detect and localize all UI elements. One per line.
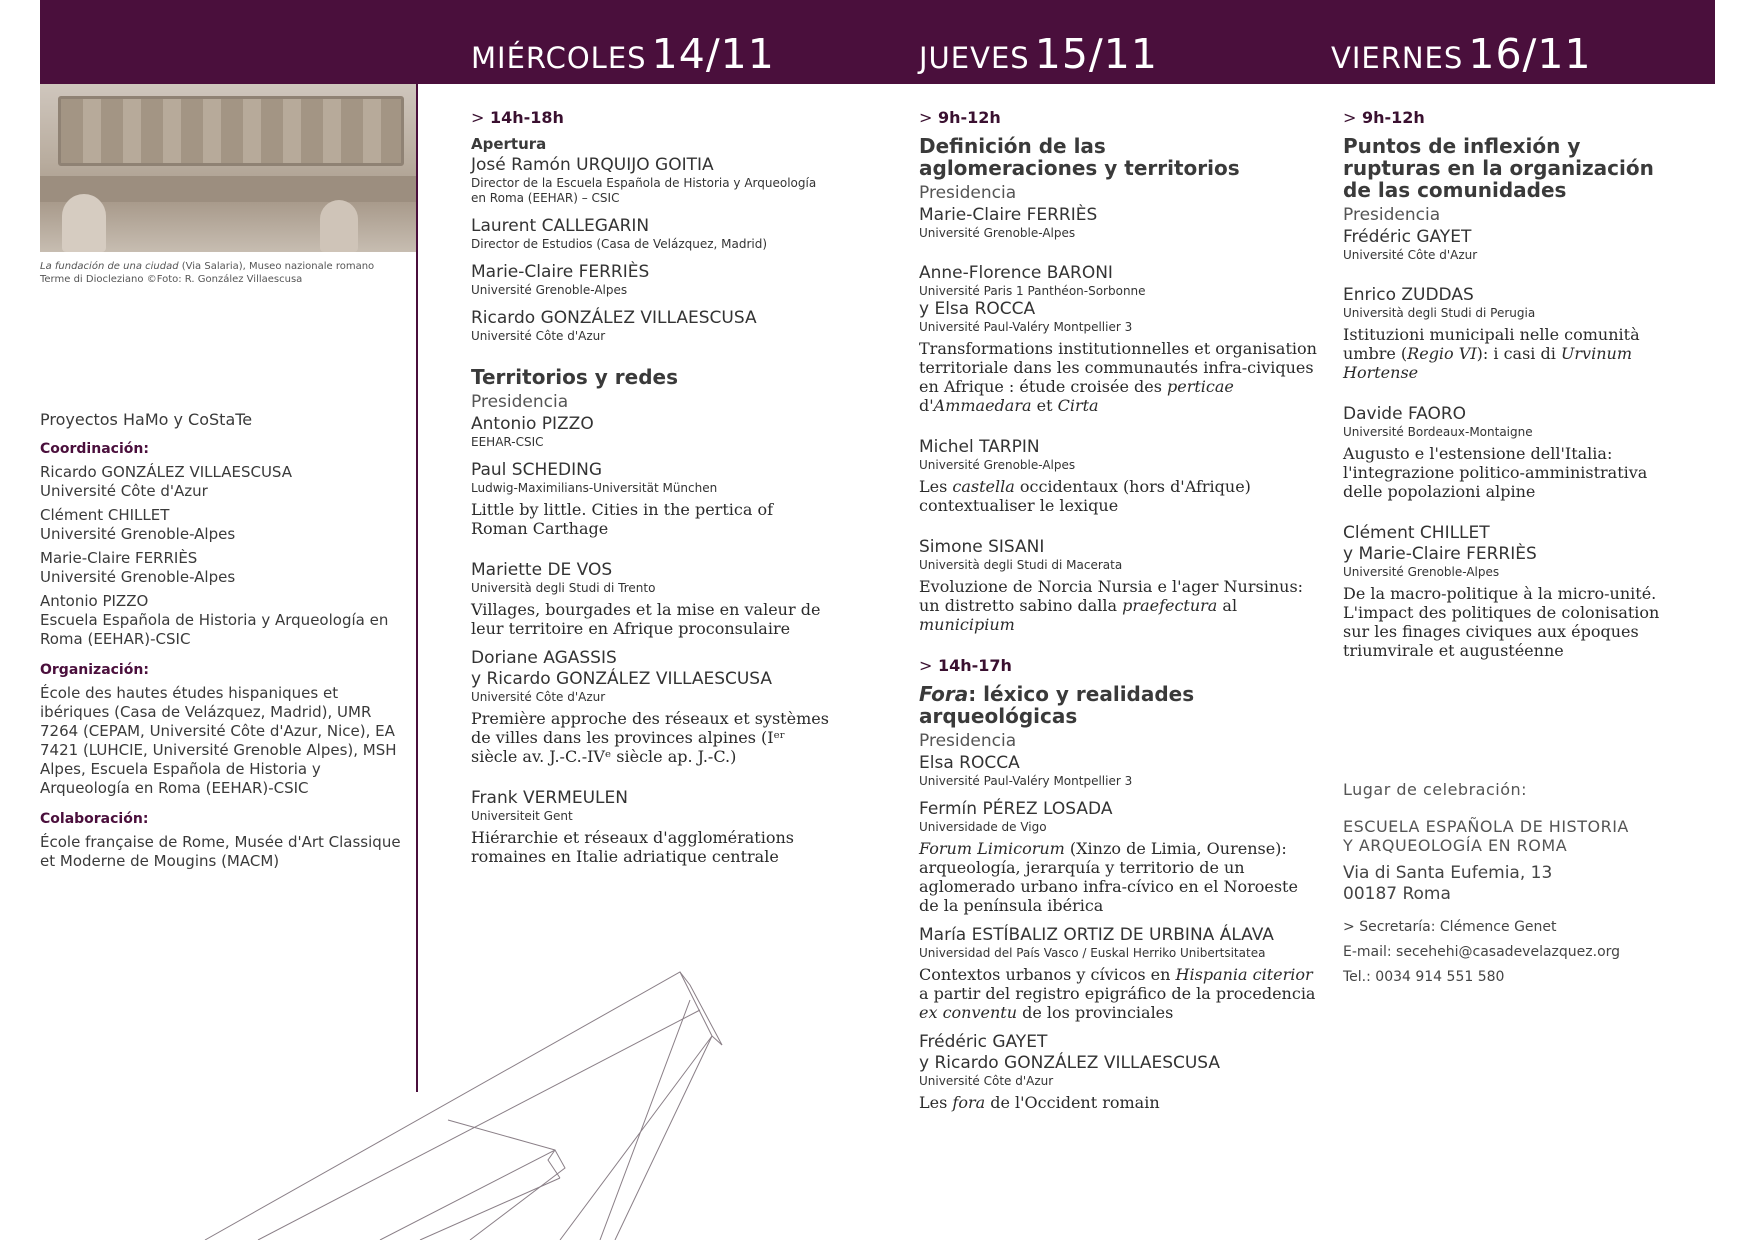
session-title: Territorios y redes xyxy=(471,365,678,389)
time-slot: > 9h-12h xyxy=(919,108,1001,127)
venue-label: Lugar de celebración: xyxy=(1343,780,1528,799)
arrow-icon: > xyxy=(1343,919,1355,935)
email-link[interactable]: E-mail: secehehi@casadevelazquez.org xyxy=(1343,944,1621,960)
wednesday-column xyxy=(471,108,831,866)
talk: Davide FAORO Université Bordeaux-Montaigne Augusto e l'estensione dell'Italia: l'integrazione politico-amministrativa delle popolazioni alpine xyxy=(1343,404,1648,501)
speaker: Laurent CALLEGARIN Director de Estudios (Casa de Velázquez, Madrid) xyxy=(471,216,768,251)
presidencia-label: Presidencia xyxy=(1343,205,1441,225)
coordinator: Marie-Claire FERRIÈS Université Grenoble-Alpes xyxy=(40,549,236,586)
friday-column xyxy=(1343,108,1673,660)
president: Frédéric GAYET Université Côte d'Azur xyxy=(1343,227,1478,262)
talk: Simone SISANI Università degli Studi di Macerata Evoluzione de Norcia Nursia e l'ager Nursinus: un distretto sabino dalla praefectura al municipium xyxy=(919,537,1304,634)
talk: Michel TARPIN Université Grenoble-Alpes Les castella occidentaux (hors d'Afrique) contextualiser le lexique xyxy=(919,437,1251,515)
time-slot: > 14h-17h xyxy=(919,656,1012,675)
session-title: Definición de las aglomeraciones y territorios xyxy=(919,134,1240,180)
talk: Frédéric GAYET y Ricardo GONZÁLEZ VILLAESCUSA Université Côte d'Azur Les fora de l'Occident romain xyxy=(919,1032,1221,1112)
talk: Mariette DE VOS Università degli Studi di Trento Villages, bourgades et la mise en valeur de leur territoire en Afrique proconsulaire xyxy=(471,560,821,638)
day-header-wednesday: MIÉRCOLES 14/11 xyxy=(471,30,775,78)
coordination-label: Coordinación: xyxy=(40,441,149,457)
presidencia-label: Presidencia xyxy=(919,731,1017,751)
talk: Fermín PÉREZ LOSADA Universidade de Vigo Forum Limicorum (Xinzo de Limia, Ourense): arqueología, jerarquía y territorio de un aglomerado urbano infra-cívico en el Noroeste de la península ibérica xyxy=(919,799,1298,915)
coordinator: Antonio PIZZO Escuela Española de Historia y Arqueología en Roma (EEHAR)-CSIC xyxy=(40,592,389,648)
address: 00187 Roma xyxy=(1343,884,1451,904)
talk: Doriane AGASSIS y Ricardo GONZÁLEZ VILLAESCUSA Université Côte d'Azur Première approche des réseaux et systèmes de villes dans les provinces alpines (Iᵉʳ siècle av. J.-C.-IVᵉ siècle ap. J.-C.) xyxy=(471,648,829,766)
photo-caption: La fundación de una ciudad (Via Salaria), Museo nazionale romano Terme di Diocleziano ©Foto: R. González Villaescusa xyxy=(40,261,375,285)
session-title: Puntos de inflexión y rupturas en la organización de las comunidades xyxy=(1343,134,1654,202)
collaboration-label: Colaboración: xyxy=(40,811,149,827)
president: Marie-Claire FERRIÈS Université Grenoble-Alpes xyxy=(919,205,1098,240)
talk: Anne-Florence BARONI Université Paris 1 Panthéon-Sorbonne y Elsa ROCCA Université Paul-Valéry Montpellier 3 Transformations institutionnelles et organisation territoriale dans les communautés infra-civiques en Afrique : étude croisée des perticae d'Ammaedara et Cirta xyxy=(919,263,1317,415)
day-header-thursday: JUEVES 15/11 xyxy=(919,30,1158,78)
collaboration-text: École française de Rome, Musée d'Art Classique et Moderne de Mougins (MACM) xyxy=(40,833,401,870)
session-title: Fora: léxico y realidades arqueológicas xyxy=(919,682,1195,728)
talk: Paul SCHEDING Ludwig-Maximilians-Universität München Little by little. Cities in the pertica of Roman Carthage xyxy=(471,460,774,538)
project-title: Proyectos HaMo y CoStaTe xyxy=(40,410,253,429)
relief-figure xyxy=(320,200,358,252)
organization-label: Organización: xyxy=(40,662,149,678)
secretariat: > Secretaría: Clémence Genet xyxy=(1343,919,1557,935)
speaker: José Ramón URQUIJO GOITIA Director de la Escuela Española de Historia y Arqueología en Roma (EEHAR) – CSIC xyxy=(471,155,817,205)
day-header-friday: VIERNES 16/11 xyxy=(1331,30,1592,78)
coordinator: Ricardo GONZÁLEZ VILLAESCUSA Université Côte d'Azur xyxy=(40,463,292,500)
arrow-icon: > xyxy=(919,656,933,675)
presidencia-label: Presidencia xyxy=(471,392,569,412)
opening-label: Apertura xyxy=(471,135,547,153)
president: Elsa ROCCA Université Paul-Valéry Montpellier 3 xyxy=(919,753,1133,788)
venue-name: ESCUELA ESPAÑOLA DE HISTORIA xyxy=(1343,817,1629,836)
coordinator: Clément CHILLET Université Grenoble-Alpes xyxy=(40,506,236,543)
president: Antonio PIZZO EEHAR-CSIC xyxy=(471,414,594,449)
speaker: Ricardo GONZÁLEZ VILLAESCUSA Université Côte d'Azur xyxy=(471,308,757,343)
venue-name: Y ARQUEOLOGÍA EN ROMA xyxy=(1343,836,1568,855)
arrow-icon: > xyxy=(1343,108,1357,127)
time-slot: > 9h-12h xyxy=(1343,108,1425,127)
talk: Frank VERMEULEN Universiteit Gent Hiérarchie et réseaux d'agglomérations romaines en Italie adriatique centrale xyxy=(471,788,794,866)
talk: Enrico ZUDDAS Università degli Studi di Perugia Istituzioni municipali nelle comunità umbre (Regio VI): i casi di Urvinum Hortense xyxy=(1343,285,1640,382)
time-slot: > 14h-18h xyxy=(471,108,564,127)
relief-figure xyxy=(62,194,106,252)
project-info xyxy=(40,410,412,876)
speaker: Marie-Claire FERRIÈS Université Grenoble-Alpes xyxy=(471,262,650,297)
arrow-icon: > xyxy=(919,108,933,127)
thursday-column xyxy=(919,108,1319,1112)
organization-text: École des hautes études hispaniques et ibériques (Casa de Velázquez, Madrid), UMR 7264 (CEPAM, Université Côte d'Azur, Nice), EA 7421 (LUHCIE, Université Grenoble Alpes), MSH Alpes, Escuela Española de Historia y Arqueología en Roma (EEHAR)-CSIC xyxy=(40,684,397,797)
phone: Tel.: 0034 914 551 580 xyxy=(1343,969,1505,985)
talk: Clément CHILLET y Marie-Claire FERRIÈS Université Grenoble-Alpes De la macro-politique à la micro-unité. L'impact des politiques de colonisation sur les finages civiques aux époques triumvirale et augustéenne xyxy=(1343,523,1660,660)
arrow-icon: > xyxy=(471,108,485,127)
relief-photo xyxy=(40,84,416,252)
relief-frieze xyxy=(58,96,404,166)
venue-info xyxy=(1343,780,1683,990)
address: Via di Santa Eufemia, 13 xyxy=(1343,863,1553,883)
presidencia-label: Presidencia xyxy=(919,183,1017,203)
talk: María ESTÍBALIZ ORTIZ DE URBINA ÁLAVA Universidad del País Vasco / Euskal Herriko Unibertsitatea Contextos urbanos y cívicos en Hispania citerior a partir del registro epigráfico de la procedencia ex conventu de los provinciales xyxy=(919,925,1316,1022)
column-divider xyxy=(416,84,418,1092)
